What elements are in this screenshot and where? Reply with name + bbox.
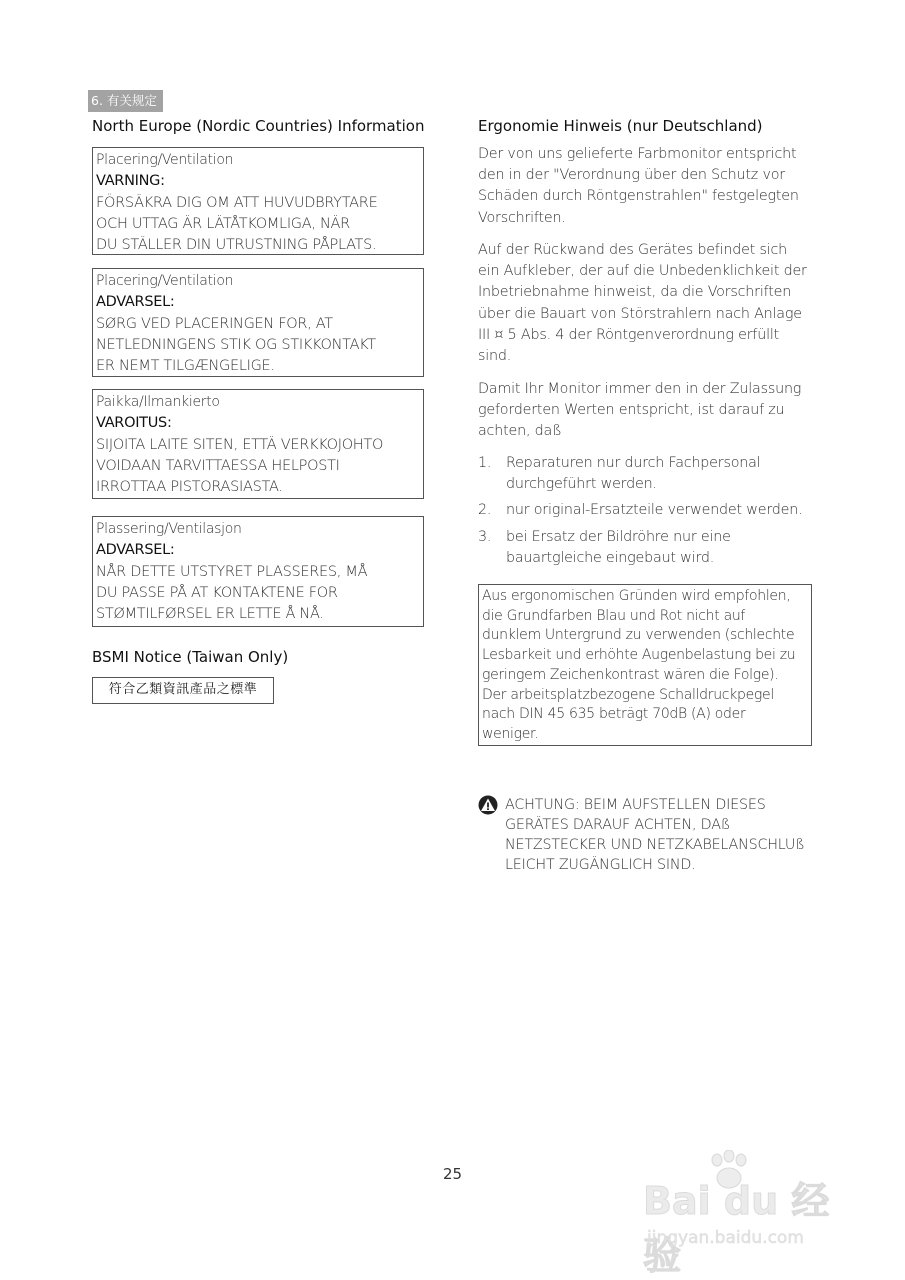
box-line: SIJOITA LAITE SITEN, ETTÄ VERKKOJOHTO: [96, 436, 384, 453]
nordic-box-swedish: [92, 147, 424, 255]
list-number: 2.: [478, 502, 492, 519]
box-line: DU PASSE PÅ AT KONTAKTENE FOR: [96, 584, 338, 601]
watermark-url: jingyan.baidu.com: [647, 1228, 804, 1248]
list-number: 3.: [478, 528, 492, 545]
bsmi-notice-box: 符合乙類資訊產品之標準: [92, 677, 274, 704]
nordic-box-norwegian: [92, 516, 424, 627]
box-line: VOIDAAN TARVITTAESSA HELPOSTI: [96, 457, 340, 474]
nordic-heading: North Europe (Nordic Countries) Information: [92, 117, 425, 135]
box-line: DU STÄLLER DIN UTRUSTNING PÅPLATS.: [96, 237, 377, 254]
box-line: ER NEMT TILGÆNGELIGE.: [96, 358, 275, 375]
box-line: NÅR DETTE UTSTYRET PLASSERES, MÅ: [96, 563, 368, 580]
achtung-warning: [478, 795, 808, 875]
list-item: [478, 453, 808, 495]
box-topic: Placering/Ventilation: [96, 273, 234, 289]
warning-icon: [478, 795, 498, 819]
baidu-watermark: [635, 1150, 865, 1278]
box-warning: VAROITUS:: [96, 415, 172, 432]
box-warning: ADVARSEL:: [96, 294, 175, 311]
nordic-box-finnish: [92, 389, 424, 499]
box-line: STØMTILFØRSEL ER LETTE Å NÅ.: [96, 606, 324, 623]
box-line: SØRG VED PLACERINGEN FOR, AT: [96, 315, 333, 332]
ergonomie-paragraph-3: Damit Ihr Monitor immer den in der Zulassung geforderten Werten entspricht, ist darauf zu achten, daß: [478, 381, 802, 440]
box-line: dunklem Untergrund zu verwenden (schlechte: [482, 627, 795, 644]
box-line: die Grundfarben Blau und Rot nicht auf: [482, 607, 746, 624]
requirements-list: [478, 453, 808, 574]
ergonomie-heading: Ergonomie Hinweis (nur Deutschland): [478, 117, 763, 135]
ergonomie-paragraph-2: Auf der Rückwand des Gerätes befindet sich ein Aufkleber, der auf die Unbedenklichkeit der Inbetriebnahme hinweist, da die Vorschriften über die Bauart von Störstrahlern nach Anlage III ¤ 5 Abs. 4 der Röntgenverordnung erfüllt sind.: [478, 242, 807, 365]
list-item: [478, 500, 808, 521]
box-line: NETLEDNINGENS STIK OG STIKKONTAKT: [96, 336, 376, 353]
box-line: nach DIN 45 635 beträgt 70dB (A) oder: [482, 706, 746, 723]
section-tag: 6. 有关规定: [88, 90, 163, 112]
box-topic: Placering/Ventilation: [96, 152, 234, 168]
box-topic: Plassering/Ventilasjon: [96, 521, 242, 537]
nordic-box-danish: [92, 268, 424, 377]
box-line: geringem Zeichenkontrast wären die Folge).: [482, 666, 779, 683]
list-text: bei Ersatz der Bildröhre nur eine bauartgleiche eingebaut wird.: [506, 528, 731, 566]
watermark-logo: Bai du 经验: [643, 1179, 830, 1278]
box-line: FÖRSÄKRA DIG OM ATT HUVUDBRYTARE: [96, 194, 378, 211]
list-number: 1.: [478, 455, 492, 471]
box-line: OCH UTTAG ÄR LÄTÅTKOMLIGA, NÄR: [96, 215, 350, 232]
bsmi-heading: BSMI Notice (Taiwan Only): [92, 648, 289, 666]
box-line: Der arbeitsplatzbezogene Schalldruckpegel: [482, 686, 774, 703]
page-number: 25: [442, 1165, 463, 1183]
box-line: IRROTTAA PISTORASIASTA.: [96, 479, 283, 496]
achtung-text: ACHTUNG: BEIM AUFSTELLEN DIESES GERÄTES DARAUF ACHTEN, DAß NETZSTECKER UND NETZKABELANSCHLUß LEICHT ZUGÄNGLICH SIND.: [505, 797, 805, 873]
list-text: nur original-Ersatzteile verwendet werden.: [506, 502, 803, 519]
box-line: weniger.: [482, 725, 539, 742]
box-warning: VARNING:: [96, 173, 165, 190]
list-item: [478, 527, 808, 569]
box-warning: ADVARSEL:: [96, 542, 175, 559]
ergonomic-recommendation-box: [478, 584, 812, 746]
ergonomie-paragraph-1: Der von uns gelieferte Farbmonitor entspricht den in der "Verordnung über den Schutz vor Schäden durch Röntgenstrahlen" festgelegten Vorschriften.: [478, 146, 799, 226]
box-topic: Paikka/Ilmankierto: [96, 394, 220, 410]
box-line: Lesbarkeit und erhöhte Augenbelastung bei zu: [482, 647, 796, 664]
list-text: Reparaturen nur durch Fachpersonal durchgeführt werden.: [506, 455, 761, 493]
box-line: Aus ergonomischen Gründen wird empfohlen,: [482, 588, 791, 604]
